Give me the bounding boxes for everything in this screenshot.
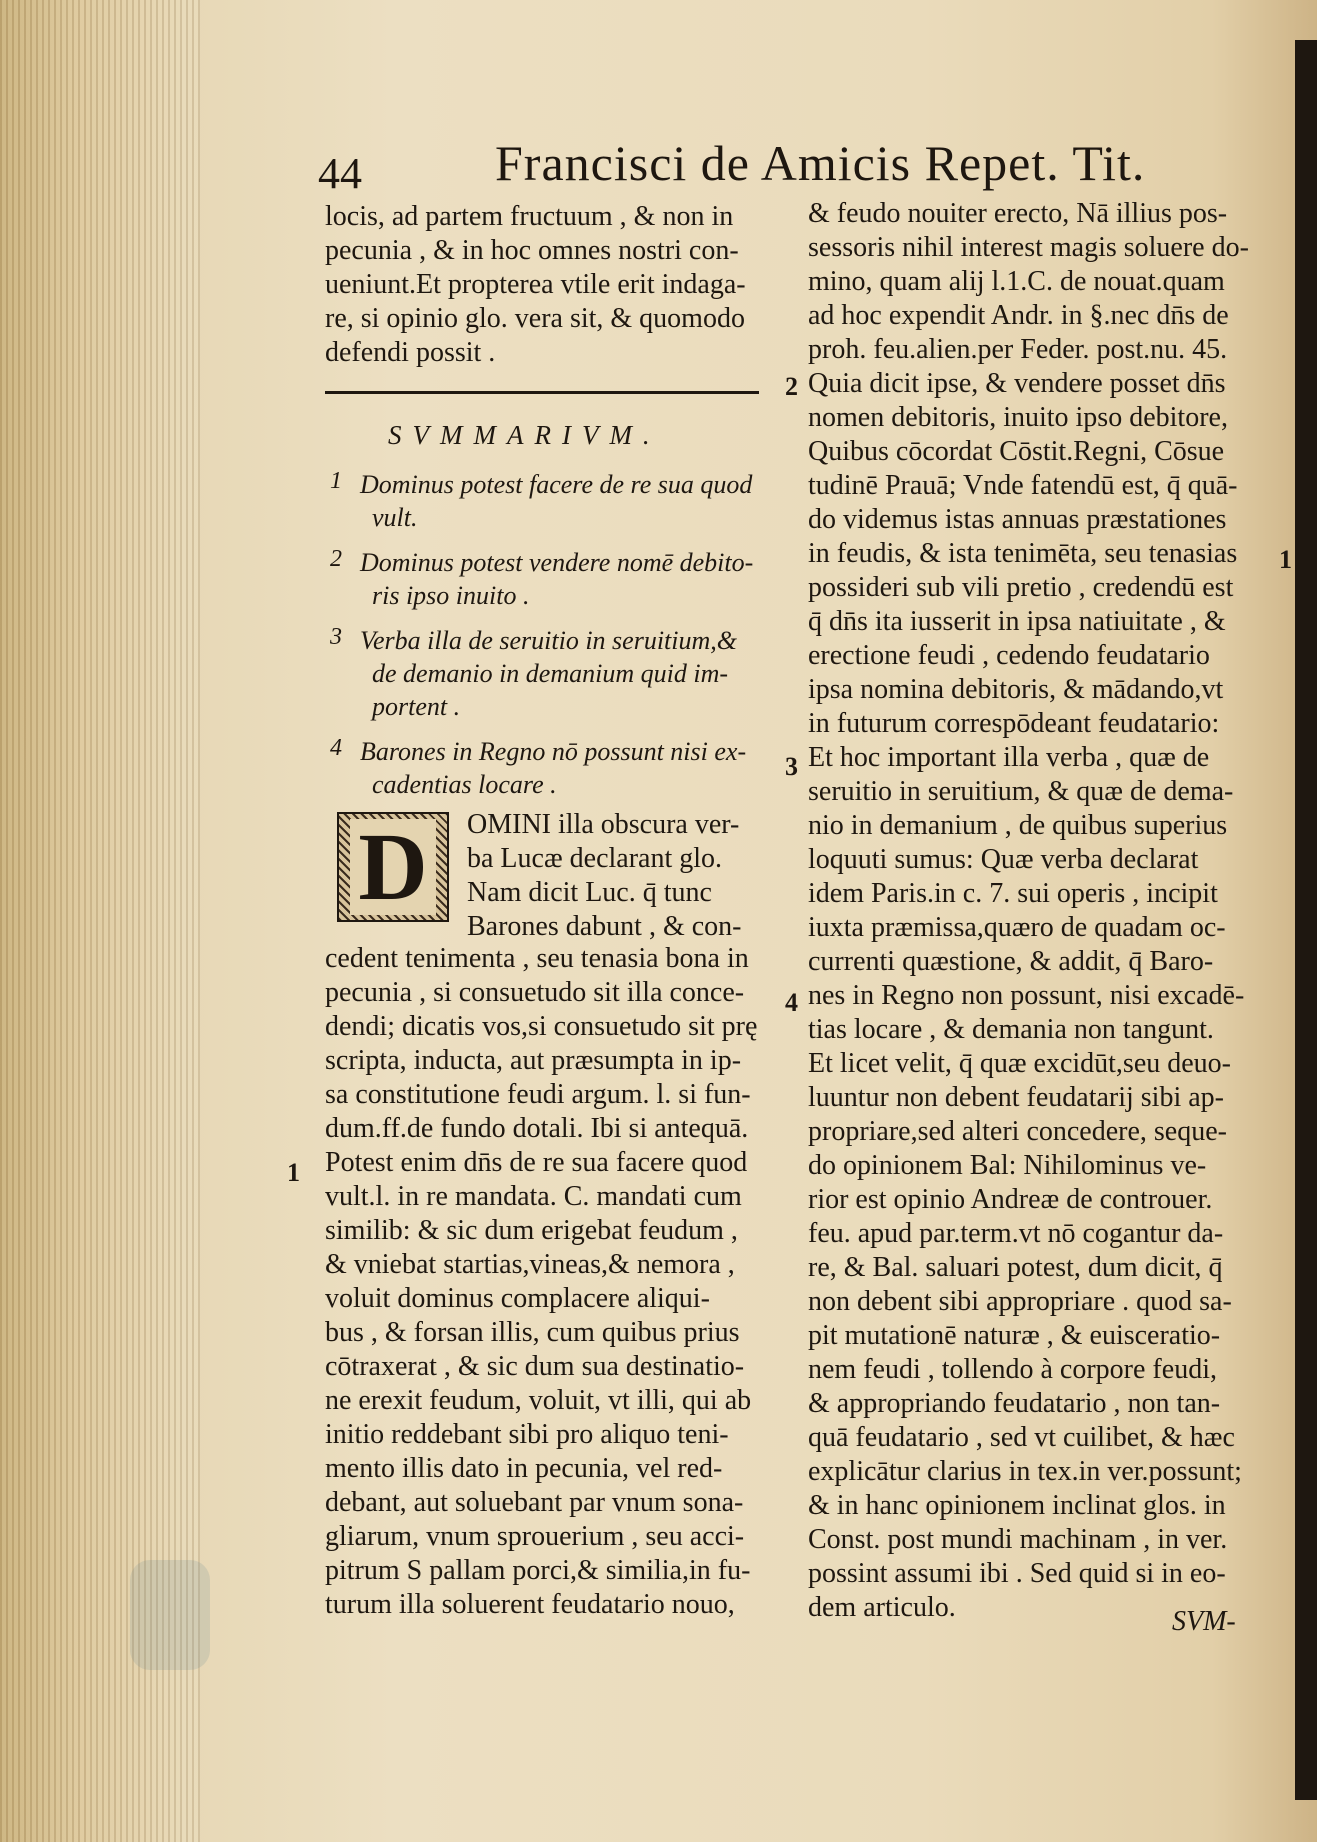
summarium-line: Barones in Regno nō possunt nisi ex- <box>360 737 747 766</box>
text-line: loquuti sumus: Quæ verba declarat <box>808 844 1199 875</box>
text-line: dem articulo. <box>808 1592 956 1623</box>
text-line: iuxta præmissa,quæro de quadam oc- <box>808 912 1226 943</box>
summarium-heading: SVMMARIVM. <box>388 420 661 450</box>
text-line: Const. post mundi machinam , in ver. <box>808 1524 1228 1555</box>
text-line: do opinionem Bal: Nihilominus ve- <box>808 1150 1207 1181</box>
text-line: in futurum correspōdeant feudatario: <box>808 708 1220 739</box>
summarium-number: 1 <box>330 468 342 494</box>
summarium-line: Dominus potest facere de re sua quod <box>360 470 753 499</box>
text-line: defendi possit . <box>325 337 496 368</box>
summarium-number: 4 <box>330 735 342 761</box>
margin-number: 3 <box>785 752 798 781</box>
text-line: Nam dicit Luc. q̄ tunc <box>467 877 712 908</box>
text-line: sessoris nihil interest magis soluere do- <box>808 232 1249 263</box>
text-line: possint assumi ibi . Sed quid si in eo- <box>808 1558 1226 1589</box>
text-line: Quibus cōcordat Cōstit.Regni, Cōsue <box>808 436 1225 467</box>
text-line: Potest enim dn̄s de re sua facere quod <box>325 1147 748 1178</box>
text-line: ueniunt.Et propterea vtile erit indaga- <box>325 269 746 300</box>
summarium-line: Dominus potest vendere nomē debito- <box>360 548 754 577</box>
catchword: SVM- <box>1172 1606 1236 1637</box>
text-line: Barones dabunt , & con- <box>467 911 742 942</box>
text-line: re, & Bal. saluari potest, dum dicit, q̄ <box>808 1252 1223 1283</box>
text-line: cōtraxerat , & sic dum sua destinatio- <box>325 1351 745 1382</box>
text-line: currenti quæstione, & addit, q̄ Baro- <box>808 946 1214 977</box>
summarium-line: Verba illa de seruitio in seruitium,& <box>360 626 737 655</box>
text-line: dum.ff.de fundo dotali. Ibi si antequā. <box>325 1113 749 1144</box>
summarium-item <box>330 546 770 612</box>
text-line: nomen debitoris, inuito ipso debitore, <box>808 402 1228 433</box>
text-line: do videmus istas annuas præstationes <box>808 504 1227 535</box>
text-line: pit mutationē naturæ , & euisceratio- <box>808 1320 1221 1351</box>
text-line: nes in Regno non possunt, nisi excadē- <box>808 980 1245 1011</box>
text-line: explicātur clarius in tex.in ver.possunt; <box>808 1456 1242 1487</box>
text-line: debant, aut soluebant par vnum sona- <box>325 1487 744 1518</box>
summarium-item <box>330 468 770 534</box>
text-line: in feudis, & ista tenimēta, seu tenasias <box>808 538 1238 569</box>
text-line: initio reddebant sibi pro aliquo teni- <box>325 1419 729 1450</box>
text-line: sa constitutione feudi argum. l. si fun- <box>325 1079 751 1110</box>
text-line: propriare,sed alteri concedere, seque- <box>808 1116 1227 1147</box>
text-line: q̄ dn̄s ita iusserit in ipsa natiuitate , & <box>808 606 1226 637</box>
text-line: & appropriando feudatario , non tan- <box>808 1388 1221 1419</box>
text-line: & vniebat startias,vineas,& nemora , <box>325 1249 735 1280</box>
summarium-line: portent . <box>372 692 461 721</box>
text-line: Quia dicit ipse, & vendere posset dn̄s <box>808 368 1226 399</box>
text-line: ipsa nomina debitoris, & mādando,vt <box>808 674 1224 705</box>
text-line: rior est opinio Andreæ de controuer. <box>808 1184 1213 1215</box>
opening-lines <box>467 808 767 944</box>
summarium-line: ris ipso inuito . <box>372 581 530 610</box>
page-number: 44 <box>318 149 362 198</box>
text-line: vult.l. in re mandata. C. mandati cum <box>325 1181 742 1212</box>
text-line: idem Paris.in c. 7. sui operis , incipit <box>808 878 1218 909</box>
running-head: Francisci de Amicis Repet. Tit. <box>495 135 1146 191</box>
text-line: scripta, inducta, aut præsumpta in ip- <box>325 1045 742 1076</box>
margin-number: 1 <box>287 1158 300 1187</box>
text-line: quā feudatario , sed vt cuilibet, & hæc <box>808 1422 1235 1453</box>
text-line: turum illa soluerent feudatario nouo, <box>325 1589 735 1620</box>
text-line: tudinē Prauā; Vnde fatendū est, q̄ quā- <box>808 470 1238 501</box>
text-line: luuntur non debent feudatarij sibi ap- <box>808 1082 1224 1113</box>
text-line: erectione feudi , cedendo feudatario <box>808 640 1210 671</box>
text-line: similib: & sic dum erigebat feudum , <box>325 1215 738 1246</box>
text-line: nem feudi , tollendo à corpore feudi, <box>808 1354 1217 1385</box>
text-line: & in hanc opinionem inclinat glos. in <box>808 1490 1226 1521</box>
text-line: bus , & forsan illis, cum quibus prius <box>325 1317 740 1348</box>
text-line: proh. feu.alien.per Feder. post.nu. 45. <box>808 334 1228 365</box>
left-body-text <box>325 942 775 1622</box>
text-line: locis, ad partem fructuum , & non in <box>325 201 734 232</box>
margin-number: 2 <box>785 372 798 401</box>
summarium-line: vult. <box>372 503 418 532</box>
right-column-text <box>808 197 1258 1625</box>
text-line: feu. apud par.term.vt nō cogantur da- <box>808 1218 1224 1249</box>
summarium-line: cadentias locare . <box>372 770 557 799</box>
section-rule <box>325 391 759 394</box>
decorated-initial <box>337 812 449 922</box>
text-line: seruitio in seruitium, & quæ de dema- <box>808 776 1234 807</box>
text-line: non debent sibi appropriare . quod sa- <box>808 1286 1232 1317</box>
initial-ornament <box>337 812 449 922</box>
summarium-line: de demanio in demanium quid im- <box>372 659 729 688</box>
summarium-list <box>330 468 770 813</box>
text-line: pecunia , si consuetudo sit illa conce- <box>325 977 745 1008</box>
text-line: re, si opinio glo. vera sit, & quomodo <box>325 303 745 334</box>
margin-number: 4 <box>785 988 798 1017</box>
text-line: voluit dominus complacere aliqui- <box>325 1283 710 1314</box>
text-line: pitrum S pallam porci,& similia,in fu- <box>325 1555 751 1586</box>
text-line: OMINI illa obscura ver- <box>467 809 740 840</box>
left-top-paragraph <box>325 200 763 370</box>
text-line: pecunia , & in hoc omnes nostri con- <box>325 235 739 266</box>
text-line: & feudo nouiter erecto, Nā illius pos- <box>808 198 1228 229</box>
initial-letter: D <box>350 819 435 915</box>
text-line: Et hoc important illa verba , quæ de <box>808 742 1210 773</box>
water-stain <box>130 1560 210 1670</box>
text-line: tias locare , & demania non tangunt. <box>808 1014 1214 1045</box>
summarium-item <box>330 624 770 723</box>
text-line: ne erexit feudum, voluit, vt illi, qui ab <box>325 1385 752 1416</box>
text-line: nio in demanium , de quibus superius <box>808 810 1228 841</box>
text-line: mento illis dato in pecunia, vel red- <box>325 1453 723 1484</box>
text-line: mino, quam alij l.1.C. de nouat.quam <box>808 266 1225 297</box>
text-line: possideri sub vili pretio , credendū est <box>808 572 1234 603</box>
gutter-shadow <box>1295 40 1317 1800</box>
text-line: ad hoc expendit Andr. in §.nec dn̄s de <box>808 300 1229 331</box>
margin-number: 1 <box>1279 545 1292 574</box>
text-line: gliarum, vnum sprouerium , seu acci- <box>325 1521 745 1552</box>
summarium-number: 3 <box>330 624 342 650</box>
text-line: dendi; dicatis vos,si consuetudo sit prę <box>325 1011 758 1042</box>
text-line: ba Lucæ declarant glo. <box>467 843 723 874</box>
text-line: cedent tenimenta , seu tenasia bona in <box>325 943 749 974</box>
text-line: Et licet velit, q̄ quæ excidūt,seu deuo- <box>808 1048 1232 1079</box>
summarium-number: 2 <box>330 546 342 572</box>
summarium-item <box>330 735 770 801</box>
